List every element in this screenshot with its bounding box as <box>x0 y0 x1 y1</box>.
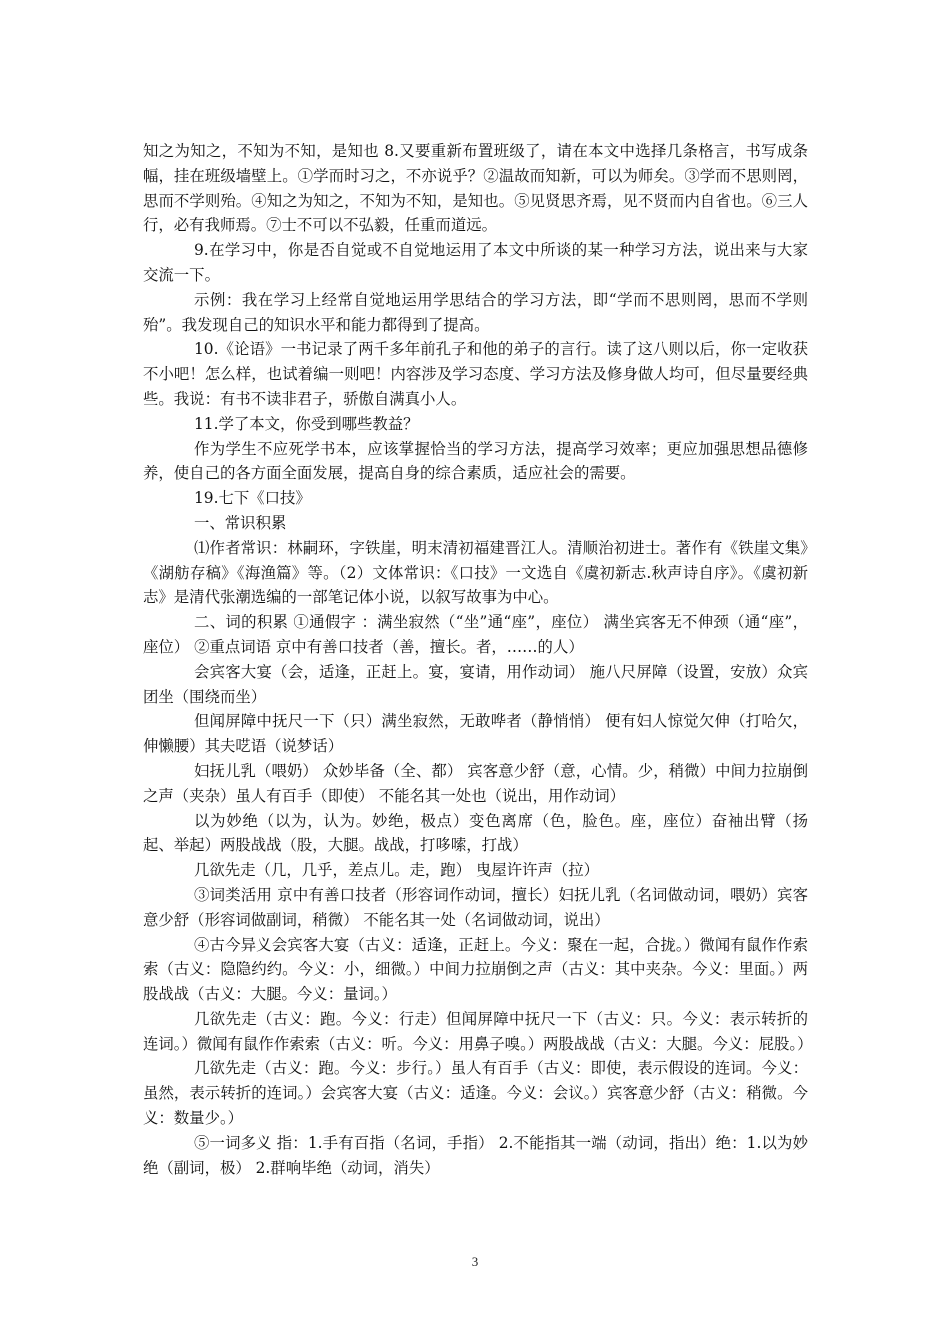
paragraph-word-class-usage: ③词类活用 京中有善口技者（形容词作动词，擅长）妇抚儿乳（名词做动词，喂奶）宾客意少舒（形容词做副词，稍微） 不能名其一处（名词做动词，说出） <box>143 885 808 929</box>
page-number: 3 <box>471 1254 479 1269</box>
paragraph-polysemy: ⑤一词多义 指：1.手有百指（名词，手指） 2.不能指其一端（动词，指出）绝：1.以为妙绝（副词，极） 2.群响毕绝（动词，消失） <box>143 1133 808 1177</box>
paragraph-answer-11: 作为学生不应死学书本，应该掌握恰当的学习方法，提高学习效率；更应加强思想品德修养，使自己的各方面全面发展，提高自身的综合素质，适应社会的需要。 <box>143 439 808 483</box>
paragraph-word-notes-4: 以为妙绝（以为，认为。妙绝，极点）变色离席（色，脸色。座，座位）奋袖出臂（扬起、举起）两股战战（股，大腿。战战，打哆嗦，打战） <box>143 811 808 855</box>
paragraph-word-notes-2: 但闻屏障中抚尺一下（只）满坐寂然，无敢哗者（静悄悄） 便有妇人惊觉欠伸（打哈欠，伸懒腰）其夫呓语（说梦话） <box>143 712 808 756</box>
paragraph-word-notes-3: 妇抚儿乳（喂奶） 众妙毕备（全、都） 宾客意少舒（意，心情。少，稍微）中间力拉崩倒之声（夹杂）虽人有百手（即使） 不能名其一处也（说出，用作动词） <box>143 761 808 805</box>
paragraph-word-notes-1: 会宾客大宴（会，适逢，正赶上。宴，宴请，用作动词） 施八尺屏障（设置，安放）众宾团坐（围绕而坐） <box>143 662 808 706</box>
paragraph-question-10: 10.《论语》一书记录了两千多年前孔子和他的弟子的言行。读了这八则以后，你一定收获不小吧！怎么样，也试着编一则吧！内容涉及学习态度、学习方法及修身做人均可，但尽量要经典些。我说：有书不读非君子，骄傲自满真小人。 <box>143 340 808 408</box>
subheading-knowledge: 一、常识积累 <box>194 513 287 532</box>
paragraph-question-9: 9.在学习中，你是否自觉或不自觉地运用了本文中所谈的某一种学习方法，说出来与大家交流一下。 <box>143 241 808 284</box>
paragraph-word-notes-5: 几欲先走（几，几乎，差点儿。走，跑） 曳屋许许声（拉） <box>194 861 600 880</box>
paragraph-example: 示例：我在学习上经常自觉地运用学思结合的学习方法，即“学而不思则罔，思而不学则殆”。我发现自己的知识水平和能力都得到了提高。 <box>143 290 808 334</box>
paragraph-word-accumulation: 二、词的积累 ①通假字 ：满坐寂然（“坐”通“座”，座位） 满坐宾客无不伸颈（通“座”，座位） ②重点词语 京中有善口技者（善，擅长。者，……的人） <box>143 613 808 656</box>
paragraph-maxims: 知之为知之，不知为不知，是知也 8.又要重新布置班级了，请在本文中选择几条格言，书写成条幅，挂在班级墙壁上。①学而时习之，不亦说乎？②温故而知新，可以为师矣。③学而不思则罔，思而不学则殆。④知之为知之，不知为不知，是知也。⑤见贤思齐焉，见不贤而内自省也。⑥三人行，必有我师焉。⑦士不可以不弘毅，任重而道远。 <box>143 142 808 235</box>
paragraph-question-11: 11.学了本文，你受到哪些教益？ <box>194 414 419 433</box>
paragraph-ancient-modern-3: 几欲先走（古义：跑。今义：步行。）虽人有百手（古义：即使，表示假设的连词。今义：虽然，表示转折的连词。）会宾客大宴（古义：适逢。今义：会议。）宾客意少舒（古义：稍微。今义：数量少。） <box>143 1059 808 1128</box>
paragraph-ancient-modern-2: 几欲先走（古义：跑。今义：行走）但闻屏障中抚尺一下（古义：只。今义：表示转折的连词。）微闻有鼠作作索索（古义：听。今义：用鼻子嗅。）两股战战（古义：大腿。今义：屁股。） <box>143 1009 813 1053</box>
section-heading-kouji: 19.七下《口技》 <box>194 489 311 508</box>
paragraph-author-knowledge: ⑴作者常识：林嗣环，字铁崖，明末清初福建晋江人。清顺治初进士。著作有《铁崖文集》《湖舫存稿》《海渔篇》等。（2）文体常识：《口技》一文选自《虞初新志.秋声诗自序》。《虞初新志》是清代张潮选编的一部笔记体小说，以叙写故事为中心。 <box>143 538 808 607</box>
paragraph-ancient-modern-1: ④古今异义会宾客大宴（古义：适逢，正赶上。今义：聚在一起，合拢。）微闻有鼠作作索索（古义：隐隐约约。今义：小，细微。）中间力拉崩倒之声（古义：其中夹杂。今义：里面。）两股战战（古义：大腿。今义：量词。） <box>143 935 808 1004</box>
document-body <box>143 139 813 1180</box>
